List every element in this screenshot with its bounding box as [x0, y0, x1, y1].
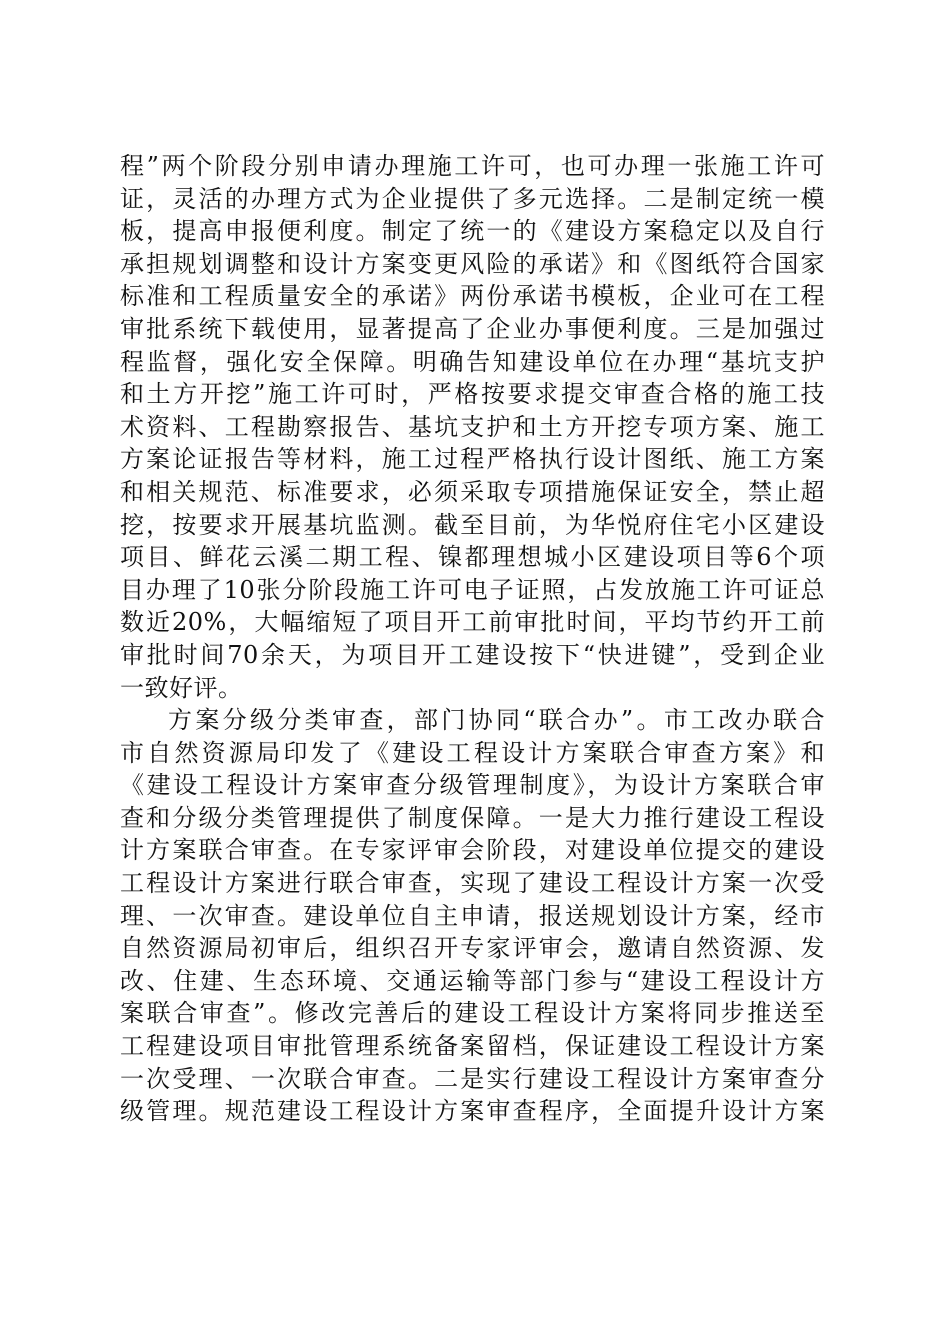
text-line: 自然资源局初审后，组织召开专家评审会，邀请自然资源、发	[120, 934, 825, 963]
text-line: 挖，按要求开展基坑监测。截至目前，为华悦府住宅小区建设	[120, 510, 825, 539]
text-line: 案联合审查”。修改完善后的建设工程设计方案将同步推送至	[120, 999, 825, 1028]
text-line: 级管理。规范建设工程设计方案审查程序，全面提升设计方案	[120, 1097, 825, 1126]
body-text	[120, 150, 825, 1128]
text-line: 和土方开挖”施工许可时，严格按要求提交审查合格的施工技	[120, 380, 825, 409]
text-line: 和相关规范、标准要求，必须采取专项措施保证安全，禁止超	[120, 477, 825, 506]
text-line: 《建设工程设计方案审查分级管理制度》，为设计方案联合审	[120, 771, 825, 800]
text-line: 查和分级分类管理提供了制度保障。一是大力推行建设工程设	[120, 803, 825, 832]
text-line: 改、住建、生态环境、交通运输等部门参与“建设工程设计方	[120, 966, 825, 995]
text-line: 板，提高申报便利度。制定了统一的《建设方案稳定以及自行	[120, 217, 825, 246]
text-line: 计方案联合审查。在专家评审会阶段，对建设单位提交的建设	[120, 836, 825, 865]
text-line: 项目、鲜花云溪二期工程、镍都理想城小区建设项目等6个项	[120, 543, 825, 572]
paragraph-start-line: 方案分级分类审查，部门协同“联合办”。市工改办联合	[168, 706, 825, 735]
text-line: 数近20%，大幅缩短了项目开工前审批时间，平均节约开工前	[120, 608, 825, 637]
text-line: 一致好评。	[120, 673, 243, 702]
text-line: 一次受理、一次联合审查。二是实行建设工程设计方案审查分	[120, 1064, 825, 1093]
text-line: 理、一次审查。建设单位自主申请，报送规划设计方案，经市	[120, 901, 825, 930]
text-line: 承担规划调整和设计方案变更风险的承诺》和《图纸符合国家	[120, 249, 825, 278]
text-line: 目办理了10张分阶段施工许可电子证照，占发放施工许可证总	[120, 575, 825, 604]
text-line: 程”两个阶段分别申请办理施工许可，也可办理一张施工许可	[120, 152, 825, 180]
text-line: 方案论证报告等材料，施工过程严格执行设计图纸、施工方案	[120, 445, 825, 474]
text-line: 审批系统下载使用，显著提高了企业办事便利度。三是加强过	[120, 314, 825, 343]
text-line: 工程设计方案进行联合审查，实现了建设工程设计方案一次受	[120, 869, 825, 898]
text-line: 市自然资源局印发了《建设工程设计方案联合审查方案》和	[120, 738, 825, 767]
text-line: 标准和工程质量安全的承诺》两份承诺书模板，企业可在工程	[120, 282, 825, 311]
text-line: 工程建设项目审批管理系统备案留档，保证建设工程设计方案	[120, 1032, 825, 1061]
text-line: 程监督，强化安全保障。明确告知建设单位在办理“基坑支护	[120, 347, 825, 376]
text-line: 术资料、工程勘察报告、基坑支护和土方开挖专项方案、施工	[120, 412, 825, 441]
text-line: 证，灵活的办理方式为企业提供了多元选择。二是制定统一模	[120, 184, 825, 213]
text-line: 审批时间70余天，为项目开工建设按下“快进键”，受到企业	[120, 640, 825, 669]
